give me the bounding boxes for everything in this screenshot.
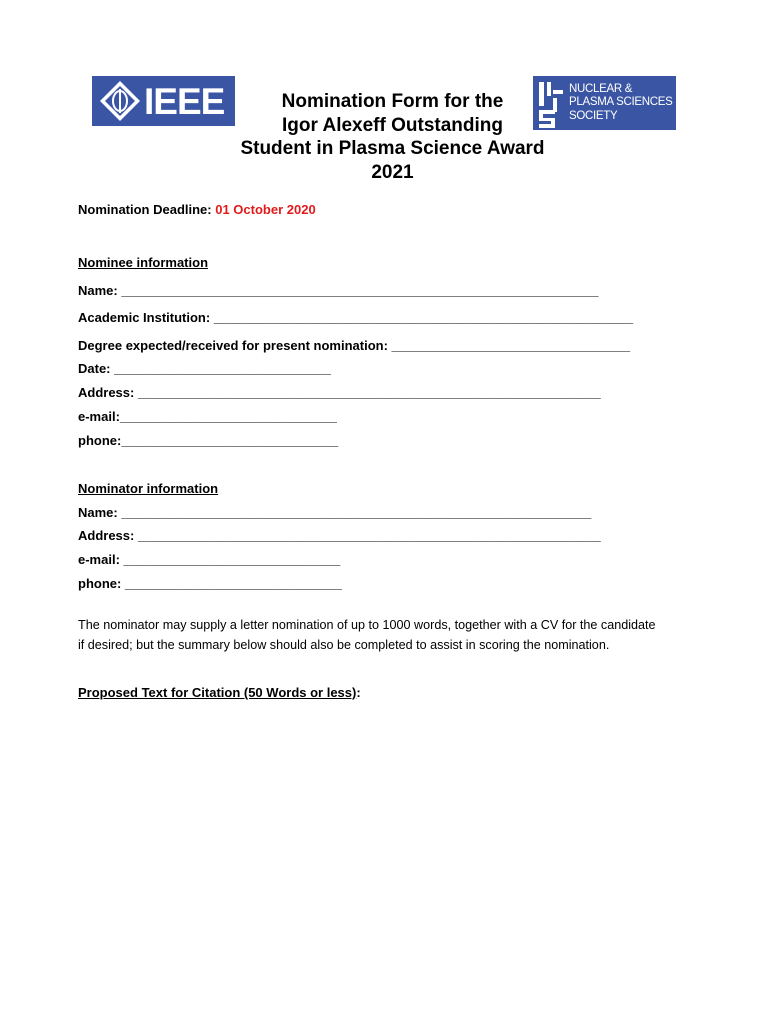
nominee-date-field[interactable]: Date: ______________________________ [78, 361, 332, 376]
form-title [200, 90, 585, 184]
nominee-name-field[interactable]: Name: __________________________________________________________________ [78, 283, 599, 298]
nominee-degree-field[interactable]: Degree expected/received for present nomination: _________________________________ [78, 338, 631, 353]
nominator-address-field[interactable]: Address: ________________________________________________________________ [78, 528, 601, 543]
nominee-email-field[interactable]: e-mail:______________________________ [78, 409, 337, 424]
title-line-3: Student in Plasma Science Award [240, 138, 545, 159]
ieee-diamond-icon [98, 79, 142, 123]
note-line-1: The nominator may supply a letter nomination of up to 1000 words, together with a CV for the candidate [78, 618, 656, 632]
citation-heading-text: Proposed Text for Citation (50 Words or less) [78, 685, 357, 700]
title-line-2: Igor Alexeff Outstanding [282, 114, 503, 136]
citation-colon: : [356, 685, 361, 700]
npss-line-2: PLASMA SCIENCES [569, 96, 673, 109]
nominator-phone-field[interactable]: phone: ______________________________ [78, 576, 342, 591]
title-line-1: Nomination Form for the [281, 91, 504, 112]
nominator-note [78, 616, 708, 655]
nominee-phone-field[interactable]: phone:______________________________ [78, 433, 339, 448]
nominator-email-field[interactable]: e-mail: ______________________________ [78, 552, 341, 567]
nomination-deadline [78, 202, 316, 217]
nominee-institution-field[interactable]: Academic Institution: __________________________________________________________ [78, 310, 634, 325]
nominator-heading: Nominator information [78, 481, 219, 496]
ieee-logo-text: IEEE [144, 80, 225, 122]
title-line-4: 2021 [371, 161, 414, 183]
citation-text-area[interactable] [78, 710, 708, 990]
citation-heading [78, 685, 361, 700]
nominee-heading: Nominee information [78, 255, 209, 270]
npss-line-3: SOCIETY [569, 109, 618, 122]
npss-line-1: NUCLEAR & [569, 82, 633, 95]
nominee-address-field[interactable]: Address: ________________________________________________________________ [78, 385, 601, 400]
deadline-value: 01 October 2020 [215, 202, 316, 217]
nominator-name-field[interactable]: Name: _________________________________________________________________ [78, 505, 592, 520]
note-line-2: if desired; but the summary below should also be completed to assist in scoring the nomination. [78, 637, 610, 652]
deadline-label: Nomination Deadline: [78, 202, 216, 217]
